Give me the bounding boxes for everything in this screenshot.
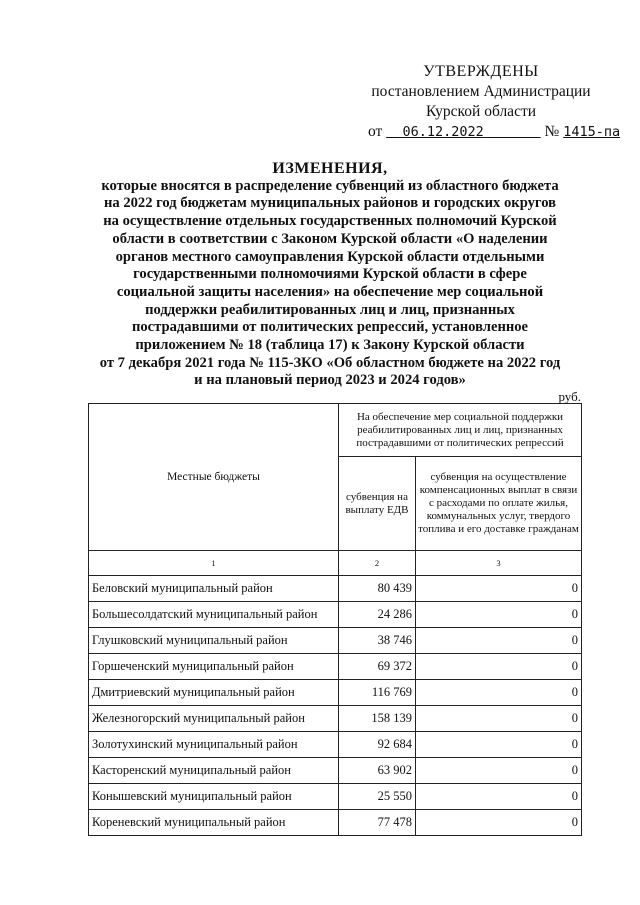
comp-value: 0 — [416, 628, 582, 654]
heading-line: которые вносятся в распределение субвенций из областного бюджета — [101, 177, 559, 194]
number-prefix: № — [544, 123, 560, 140]
heading-line: органов местного самоуправления Курской области отдельными — [115, 248, 545, 265]
heading-line: от 7 декабря 2021 года № 115-ЗКО «Об областном бюджете на 2022 год — [99, 354, 561, 371]
date-prefix: от — [368, 123, 383, 140]
subvention-table — [88, 403, 582, 836]
district-name: Дмитриевский муниципальный район — [89, 680, 339, 706]
edv-value: 24 286 — [339, 602, 416, 628]
district-name: Железногорский муниципальный район — [89, 706, 339, 732]
heading-line: социальной защиты населения» на обеспечение мер социальной — [116, 283, 544, 300]
table-row — [89, 602, 582, 628]
table-row — [89, 576, 582, 602]
comp-value: 0 — [416, 758, 582, 784]
district-name: Конышевский муниципальный район — [89, 784, 339, 810]
district-name: Касторенский муниципальный район — [89, 758, 339, 784]
district-name: Кореневский муниципальный район — [89, 810, 339, 836]
table-row — [89, 732, 582, 758]
district-name: Большесолдатский муниципальный район — [89, 602, 339, 628]
edv-value: 80 439 — [339, 576, 416, 602]
approval-title: УТВЕРЖДЕНЫ — [423, 63, 539, 80]
comp-value: 0 — [416, 732, 582, 758]
approval-number: 1415-па — [563, 124, 621, 140]
approval-stamp — [366, 62, 621, 142]
table-row — [89, 680, 582, 706]
edv-value: 63 902 — [339, 758, 416, 784]
col-header-edv: субвенция на выплату ЕДВ — [339, 457, 416, 551]
district-name: Горшеченский муниципальный район — [89, 654, 339, 680]
col-number: 3 — [416, 551, 582, 576]
heading-line: на 2022 год бюджетам муниципальных районов и городских округов — [103, 195, 557, 212]
document-heading — [80, 160, 580, 390]
comp-value: 0 — [416, 680, 582, 706]
comp-value: 0 — [416, 706, 582, 732]
comp-value: 0 — [416, 810, 582, 836]
col-header-comp: субвенция на осуществление компенсационных выплат в связи с расходами по оплате жилья, коммунальных услуг, твердого топлива и его доставке гражданам — [416, 457, 582, 551]
heading-line: пострадавшими от политических репрессий, установленное — [131, 319, 529, 336]
district-name: Беловский муниципальный район — [89, 576, 339, 602]
heading-line: на осуществление отдельных государственных полномочий Курской — [103, 213, 557, 230]
comp-value: 0 — [416, 784, 582, 810]
col-number: 1 — [89, 551, 339, 576]
table-row — [89, 758, 582, 784]
col-number: 2 — [339, 551, 416, 576]
approval-date: 06.12.2022 — [402, 124, 484, 140]
comp-value: 0 — [416, 602, 582, 628]
edv-value: 69 372 — [339, 654, 416, 680]
heading-line: области в соответствии с Законом Курской области «О наделении — [112, 230, 548, 247]
approval-line-1: постановлением Администрации — [371, 83, 591, 100]
heading-line: и на плановый период 2023 и 2024 годов» — [194, 372, 466, 389]
table-row — [89, 628, 582, 654]
heading-line: поддержки реабилитированных лиц и лиц, признанных — [145, 301, 515, 318]
comp-value: 0 — [416, 654, 582, 680]
table-row — [89, 810, 582, 836]
column-number-row — [89, 551, 582, 576]
col-group-header: На обеспечение мер социальной поддержки реабилитированных лиц и лиц, признанных пострадавшими от политических репрессий — [339, 404, 582, 457]
heading-line: приложением № 18 (таблица 17) к Закону Курской области — [135, 337, 525, 354]
heading-title: ИЗМЕНЕНИЯ, — [272, 160, 388, 177]
table-row — [89, 654, 582, 680]
currency-unit: руб. — [558, 389, 581, 404]
edv-value: 116 769 — [339, 680, 416, 706]
comp-value: 0 — [416, 576, 582, 602]
edv-value: 25 550 — [339, 784, 416, 810]
table-row — [89, 706, 582, 732]
approval-line-2: Курской области — [425, 103, 537, 120]
district-name: Золотухинский муниципальный район — [89, 732, 339, 758]
district-name: Глушковский муниципальный район — [89, 628, 339, 654]
heading-line: государственными полномочиями Курской области в сфере — [133, 266, 527, 283]
col-header-budget: Местные бюджеты — [89, 404, 339, 551]
edv-value: 38 746 — [339, 628, 416, 654]
edv-value: 158 139 — [339, 706, 416, 732]
approval-date-line — [366, 122, 621, 142]
edv-value: 92 684 — [339, 732, 416, 758]
table-row — [89, 784, 582, 810]
edv-value: 77 478 — [339, 810, 416, 836]
